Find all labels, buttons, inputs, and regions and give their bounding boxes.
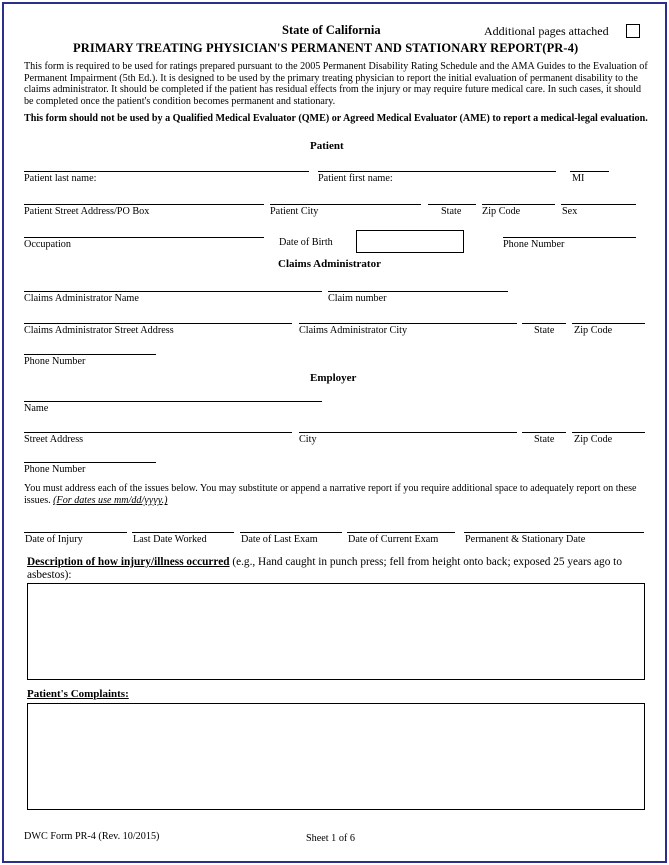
- claims-name-field[interactable]: [24, 291, 322, 292]
- patient-phone-label: Phone Number: [503, 239, 565, 250]
- sheet-number: Sheet 1 of 6: [306, 833, 355, 844]
- patient-heading: Patient: [310, 140, 344, 152]
- claims-street-label: Claims Administrator Street Address: [24, 325, 174, 336]
- injury-description-heading: Description of how injury/illness occurred: [27, 556, 230, 568]
- patient-sex-label: Sex: [562, 206, 578, 217]
- ps-date-label: Permanent & Stationary Date: [465, 534, 586, 545]
- form-title: PRIMARY TREATING PHYSICIAN'S PERMANENT AND STATIONARY REPORT(PR-4): [73, 41, 579, 55]
- claims-state-field[interactable]: [522, 323, 566, 324]
- date-format-hint: (For dates use mm/dd/yyyy.): [53, 495, 168, 507]
- employer-street-field[interactable]: [24, 432, 292, 433]
- occupation-label: Occupation: [24, 239, 71, 250]
- complaints-heading: Patient's Complaints:: [27, 688, 129, 700]
- patient-city-label: Patient City: [270, 206, 319, 217]
- injury-description-prompt: Description of how injury/illness occurred (e.g., Hand caught in punch press; fell from height onto back; exposed 25 years ago to asbestos):: [27, 556, 622, 582]
- employer-phone-label: Phone Number: [24, 464, 86, 475]
- employer-zip-field[interactable]: [572, 432, 645, 433]
- patient-street-label: Patient Street Address/PO Box: [24, 206, 150, 217]
- claims-zip-label: Zip Code: [574, 325, 613, 336]
- claims-phone-label: Phone Number: [24, 356, 86, 367]
- employer-phone-field[interactable]: [24, 462, 156, 463]
- additional-pages-checkbox[interactable]: [626, 24, 640, 38]
- patient-sex-field[interactable]: [561, 204, 636, 205]
- employer-state-field[interactable]: [522, 432, 566, 433]
- patient-state-label: State: [441, 206, 462, 217]
- patient-phone-field[interactable]: [503, 237, 636, 238]
- claim-number-label: Claim number: [328, 293, 387, 304]
- patient-mi-label: MI: [572, 173, 585, 184]
- employer-name-field[interactable]: [24, 401, 322, 402]
- complaints-textarea[interactable]: [27, 703, 645, 810]
- employer-zip-label: Zip Code: [574, 434, 613, 445]
- injury-description-textarea[interactable]: [27, 583, 645, 680]
- claims-name-label: Claims Administrator Name: [24, 293, 139, 304]
- form-number: DWC Form PR-4 (Rev. 10/2015): [24, 831, 160, 842]
- claims-city-field[interactable]: [299, 323, 517, 324]
- ps-date-field[interactable]: [464, 532, 644, 533]
- instructions-text: You must address each of the issues below. You may substitute or append a narrative report if you require additional space to adequately report on these issues. (For dates use mm/dd/yyyy.): [24, 483, 637, 507]
- patient-city-field[interactable]: [270, 204, 421, 205]
- employer-heading: Employer: [310, 372, 357, 384]
- last-exam-label: Date of Last Exam: [241, 534, 318, 545]
- claim-number-field[interactable]: [328, 291, 508, 292]
- claims-zip-field[interactable]: [572, 323, 645, 324]
- employer-street-label: Street Address: [24, 434, 84, 445]
- claims-phone-field[interactable]: [24, 354, 156, 355]
- intro-warning: This form should not be used by a Qualified Medical Evaluator (QME) or Agreed Medical Evaluator (AME) to report a medical-legal evaluation.: [24, 113, 648, 124]
- state-heading: State of California: [282, 23, 381, 37]
- dob-input[interactable]: [356, 230, 464, 253]
- claims-city-label: Claims Administrator City: [299, 325, 408, 336]
- patient-street-field[interactable]: [24, 204, 264, 205]
- current-exam-field[interactable]: [347, 532, 455, 533]
- claims-state-label: State: [534, 325, 555, 336]
- last-exam-field[interactable]: [240, 532, 342, 533]
- patient-last-name-label: Patient last name:: [24, 173, 97, 184]
- occupation-field[interactable]: [24, 237, 264, 238]
- intro-text: This form is required to be used for ratings prepared pursuant to the 2005 Permanent Disability Rating Schedule and the AMA Guides to the Evaluation of Permanent Impairment (5th Ed.). It is designed to be used by the primary treating physician to report the initial evaluation of permanent disability to the claims administrator. It should be completed if the patient has residual effects from the injury or may require future medical care. In such cases, it should be completed once the patient's condition becomes permanent and stationary.: [24, 61, 648, 107]
- injury-date-field[interactable]: [24, 532, 127, 533]
- employer-city-label: City: [299, 434, 317, 445]
- patient-mi-field[interactable]: [570, 171, 609, 172]
- additional-pages-label: Additional pages attached: [484, 24, 609, 38]
- current-exam-label: Date of Current Exam: [348, 534, 439, 545]
- patient-first-name-field[interactable]: [318, 171, 556, 172]
- claims-heading: Claims Administrator: [278, 258, 381, 270]
- dob-label: Date of Birth: [279, 237, 333, 248]
- patient-zip-field[interactable]: [482, 204, 555, 205]
- last-worked-label: Last Date Worked: [133, 534, 207, 545]
- employer-city-field[interactable]: [299, 432, 517, 433]
- patient-state-field[interactable]: [428, 204, 476, 205]
- employer-name-label: Name: [24, 403, 49, 414]
- claims-street-field[interactable]: [24, 323, 292, 324]
- patient-zip-label: Zip Code: [482, 206, 521, 217]
- last-worked-field[interactable]: [132, 532, 234, 533]
- injury-date-label: Date of Injury: [25, 534, 83, 545]
- employer-state-label: State: [534, 434, 555, 445]
- patient-first-name-label: Patient first name:: [318, 173, 393, 184]
- patient-last-name-field[interactable]: [24, 171, 309, 172]
